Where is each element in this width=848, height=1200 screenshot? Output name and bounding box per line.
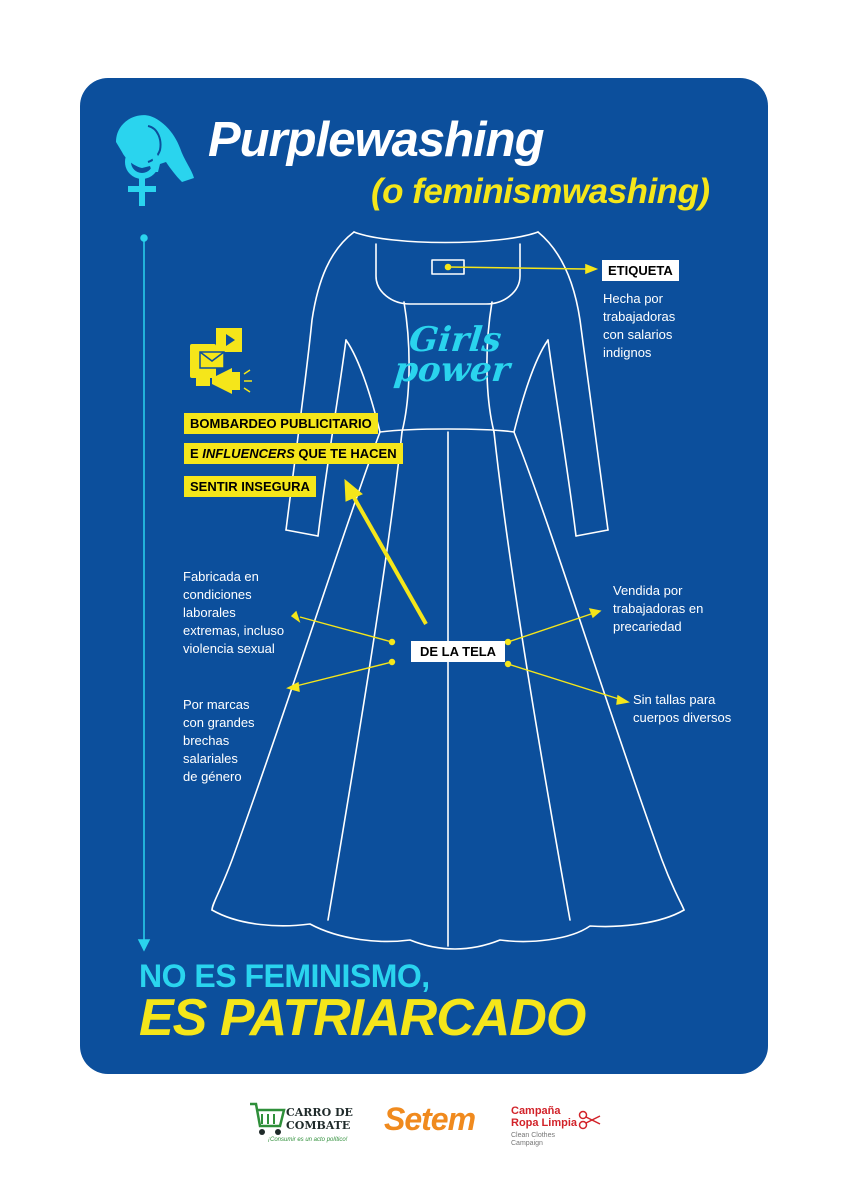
bombardeo-label-line2: E INFLUENCERS QUE TE HACEN [184,443,403,464]
timeline-line [139,235,149,950]
fabricada-note-line: Fabricada en [183,569,259,584]
vendida-note [613,582,703,636]
vendida-note-line: trabajadoras en [613,601,704,616]
campana-sub1: Clean Clothes [511,1132,555,1139]
tallas-note-line: cuerpos diversos [633,710,732,725]
tallas-note [633,691,731,727]
fabricada-note-line: extremas, incluso [183,623,285,638]
etiqueta-note-line: Hecha por [603,291,663,306]
marcas-note-line: brechas [183,733,230,748]
etiqueta-note-line: trabajadoras [603,309,676,324]
fabricada-note-line: laborales [183,605,236,620]
etiqueta-note [603,290,675,362]
dress-print-line2: power [392,350,512,390]
marcas-note [183,696,255,786]
carro-de-combate-logo [286,1106,353,1132]
page-subtitle: (o feminismwashing) [371,172,710,211]
footer-line1: NO ES FEMINISMO, [139,958,430,994]
etiqueta-label: ETIQUETA [602,260,679,281]
campana-line2: Ropa Limpia [511,1117,578,1129]
bombardeo-label-line1: BOMBARDEO PUBLICITARIO [184,413,378,434]
dress-print-line1: Girls [407,320,504,360]
etiqueta-note-line: indignos [603,345,652,360]
campana-line1: Campaña [511,1105,561,1117]
carro-tagline: ¡Consumir es un acto político! [268,1137,348,1143]
dress-print [392,320,515,390]
carro-line2: COMBATE [286,1119,351,1132]
setem-logo: Setem [384,1101,476,1137]
page-title: Purplewashing [208,113,544,167]
campana-sub [511,1132,555,1148]
campana-ropa-limpia-logo [511,1105,577,1129]
fabricada-note-line: condiciones [183,587,252,602]
fabricada-note-line: violencia sexual [183,641,275,656]
marcas-note-line: con grandes [183,715,255,730]
bombardeo-label-line3: SENTIR INSEGURA [184,476,316,497]
de-la-tela-label: DE LA TELA [411,641,505,662]
marcas-note-line: de género [183,769,242,784]
fabricada-note [183,568,284,658]
carro-line1: CARRO DE [286,1106,353,1119]
marcas-note-line: salariales [183,751,238,766]
footer-line2: ES PATRIARCADO [139,989,586,1047]
vendida-note-line: precariedad [613,619,682,634]
etiqueta-note-line: con salarios [603,327,673,342]
shopping-cart-icon [248,1100,286,1140]
marcas-note-line: Por marcas [183,697,250,712]
vendida-note-line: Vendida por [613,583,683,598]
advertising-icon [190,328,252,394]
tallas-note-line: Sin tallas para [633,692,716,707]
campana-sub2: Campaign [511,1140,543,1147]
scissors-icon [578,1110,602,1130]
influencers-emphasis: INFLUENCERS [202,446,295,461]
